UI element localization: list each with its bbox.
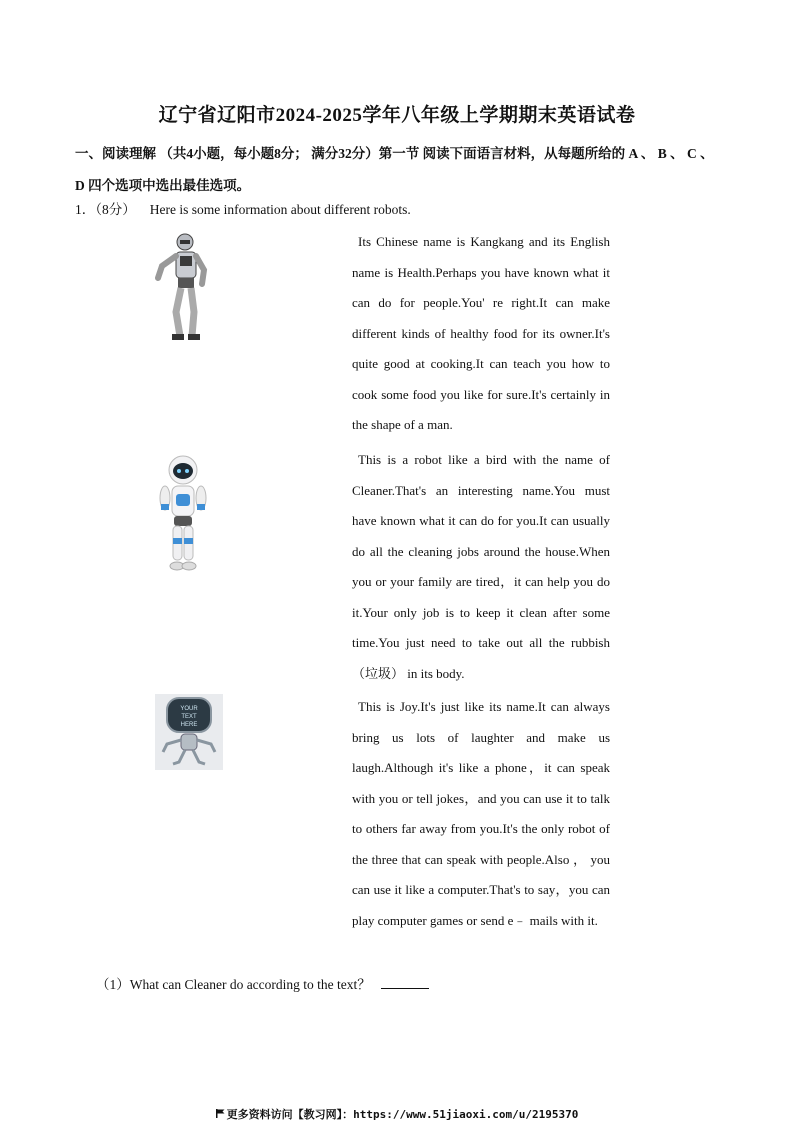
footer-link[interactable]: 更多资料访问【教习网】：https://www.51jiaoxi.com/u/2195370 — [226, 1108, 579, 1121]
question-number: 1．（8分） — [75, 202, 136, 217]
flag-icon — [216, 1109, 225, 1118]
robot-cleaner-paragraph: This is a robot like a bird with the name of Cleaner.That's an interesting name.You must have known what it can do for you.It can usually do all the cleaning jobs around the house.When you or your family are tired，it can help you do it.Your only job is to keep it clean after some time.You just need to take out all the rubbish （垃圾） in its body. — [352, 452, 610, 681]
robot-health-image — [152, 232, 212, 344]
robot-joy-image — [155, 694, 223, 770]
sub-question-1-text: （1）What can Cleaner do according to the text？ — [96, 977, 371, 992]
robot-joy-paragraph: This is Joy.It's just like its name.It can always bring us lots of laughter and make us laugh.Although it's like a phone，it can speak with you or tell jokes，and you can use it to talk to others far away from you.It's the only robot of the three that can speak with people.Also ， you can use it like a computer.That's to say，you can play computer games or send e﹣ mails with it. — [352, 699, 610, 928]
robot-joy-screen-line-3: HERE — [180, 722, 198, 728]
document-title: 辽宁省辽阳市2024-2025学年八年级上学期期末英语试卷 — [158, 105, 636, 126]
robot-joy-screen-line-1: YOUR — [180, 706, 198, 712]
footer — [0, 1106, 794, 1122]
question-header — [75, 200, 411, 220]
section-header: 一、阅读理解 （共4小题，每小题8分； 满分32分）第一节 阅读下面语言材料，从每题所给的 A 、 B 、 C 、 D 四个选项中选出最佳选项。 — [75, 146, 714, 193]
sub-question-1 — [96, 974, 429, 995]
question-intro: Here is some information about different robots. — [149, 202, 411, 217]
robot-health-paragraph: Its Chinese name is Kangkang and its English name is Health.Perhaps you have known what it can do for people.You' re right.It can make different kinds of healthy food for its owner.It's quite good at cooking.It can teach you how to cook some food you like for sure.It's certainly in the shape of a man. — [352, 234, 610, 432]
answer-blank[interactable] — [381, 974, 429, 989]
robot-cleaner-image — [153, 454, 213, 578]
robot-joy-screen-line-2: TEXT — [181, 714, 197, 720]
